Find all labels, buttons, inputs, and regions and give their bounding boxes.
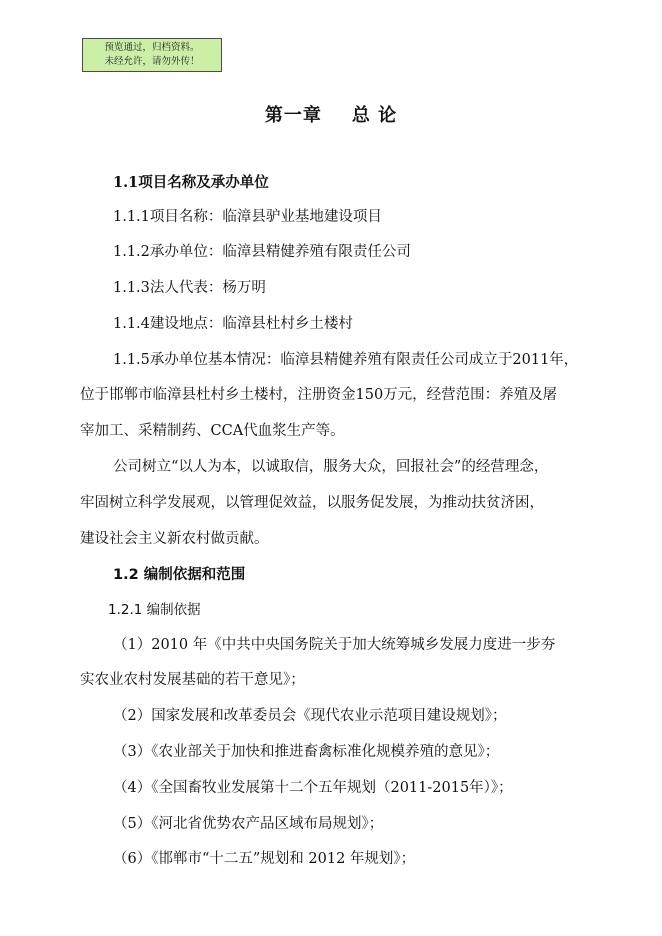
company-info-line-1: 1.1.5承办单位基本情况：临漳县精健养殖有限责任公司成立于2011年，: [113, 352, 579, 368]
philosophy-line-2: 牢固树立科学发展观，以管理促效益，以服务促发展，为推动扶贫济困，: [80, 495, 544, 511]
basis-item-5: （5）《河北省优势农产品区域布局规划》；: [113, 816, 384, 832]
basis-item-1-line-1: （1）2010 年《中共中央国务院关于加大统筹城乡发展力度进一步夯: [113, 637, 556, 653]
basis-item-6: （6）《邯郸市“十二五”规划和 2012 年规划》；: [113, 851, 416, 867]
chapter-number: 第一章: [264, 105, 322, 126]
legal-rep-line: 1.1.3法人代表：杨万明: [113, 280, 266, 296]
philosophy-line-3: 建设社会主义新农村做贡献。: [80, 531, 269, 547]
stamp-line-2: 未经允许，请勿外传！: [104, 56, 200, 67]
company-info-line-3: 宰加工、采精制药、CCA代血浆生产等。: [80, 423, 345, 439]
organizer-line: 1.1.2承办单位：临漳县精健养殖有限责任公司: [113, 244, 411, 260]
section-number: 1.1: [113, 174, 139, 191]
basis-item-4: （4）《全国畜牧业发展第十二个五年规划（2011-2015年）》；: [113, 780, 513, 796]
basis-item-3: （3）《农业部关于加快和推进畜禽标准化规模养殖的意见》；: [113, 744, 500, 760]
archive-stamp: [82, 38, 222, 72]
location-line: 1.1.4建设地点：临漳县杜村乡土楼村: [113, 316, 353, 332]
basis-item-2: （2）国家发展和改革委员会《现代农业示范项目建设规划》；: [113, 708, 507, 724]
project-name-line: 1.1.1项目名称：临漳县驴业基地建设项目: [113, 209, 382, 225]
chapter-name: 总 论: [351, 105, 398, 126]
chapter-title: [0, 104, 662, 128]
basis-item-1-line-2: 实农业农村发展基础的若干意见》；: [80, 672, 305, 688]
stamp-line-1: 预览通过，归档资料。: [104, 42, 200, 53]
section-heading-1-1: [113, 173, 269, 193]
company-info-line-2: 位于邯郸市临漳县杜村乡土楼村，注册资金150万元，经营范围：养殖及屠: [80, 387, 558, 403]
philosophy-line-1: 公司树立“以人为本，以诚取信，服务大众，回报社会”的经营理念，: [113, 459, 549, 475]
section-title: 项目名称及承办单位: [138, 175, 269, 191]
subsection-heading-1-2-1: 1.2.1 编制依据: [108, 602, 201, 618]
section-heading-1-2: 1.2 编制依据和范围: [113, 567, 246, 583]
